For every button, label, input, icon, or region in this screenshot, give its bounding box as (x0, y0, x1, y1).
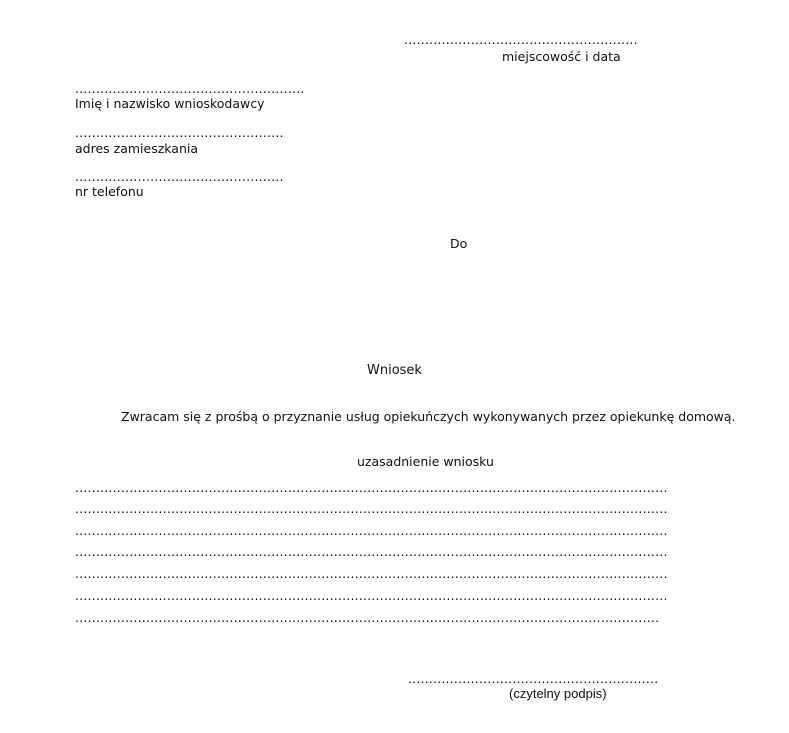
signature-label: (czytelny podpis) (509, 686, 607, 701)
justification-line-6[interactable]: .............................................................................................................................................. (75, 588, 668, 603)
request-text: Zwracam się z prośbą o przyznanie usług opiekuńczych wykonywanych przez opiekunkę domową. (121, 409, 736, 424)
signature-line[interactable]: ............................................................ (408, 671, 659, 686)
place-date-label: miejscowość i data (502, 49, 621, 64)
recipient-label: Do (450, 236, 468, 251)
document-title: Wniosek (367, 363, 422, 378)
justification-line-4[interactable]: .............................................................................................................................................. (75, 544, 668, 559)
place-date-line[interactable]: ........................................................ (404, 32, 638, 47)
justification-line-3[interactable]: .............................................................................................................................................. (75, 523, 668, 538)
applicant-name-line[interactable]: ....................................................... (75, 81, 305, 96)
applicant-address-line[interactable]: .................................................. (75, 125, 284, 140)
applicant-phone-line[interactable]: .................................................. (75, 169, 284, 184)
justification-line-1[interactable]: .............................................................................................................................................. (75, 480, 668, 495)
justification-line-7[interactable]: ............................................................................................................................................ (75, 610, 660, 625)
justification-line-2[interactable]: .............................................................................................................................................. (75, 501, 668, 516)
justification-line-5[interactable]: .............................................................................................................................................. (75, 566, 668, 581)
applicant-phone-label: nr telefonu (75, 184, 144, 199)
applicant-name-label: Imię i nazwisko wnioskodawcy (75, 96, 265, 111)
justification-heading: uzasadnienie wniosku (357, 454, 494, 469)
applicant-address-label: adres zamieszkania (75, 141, 199, 156)
